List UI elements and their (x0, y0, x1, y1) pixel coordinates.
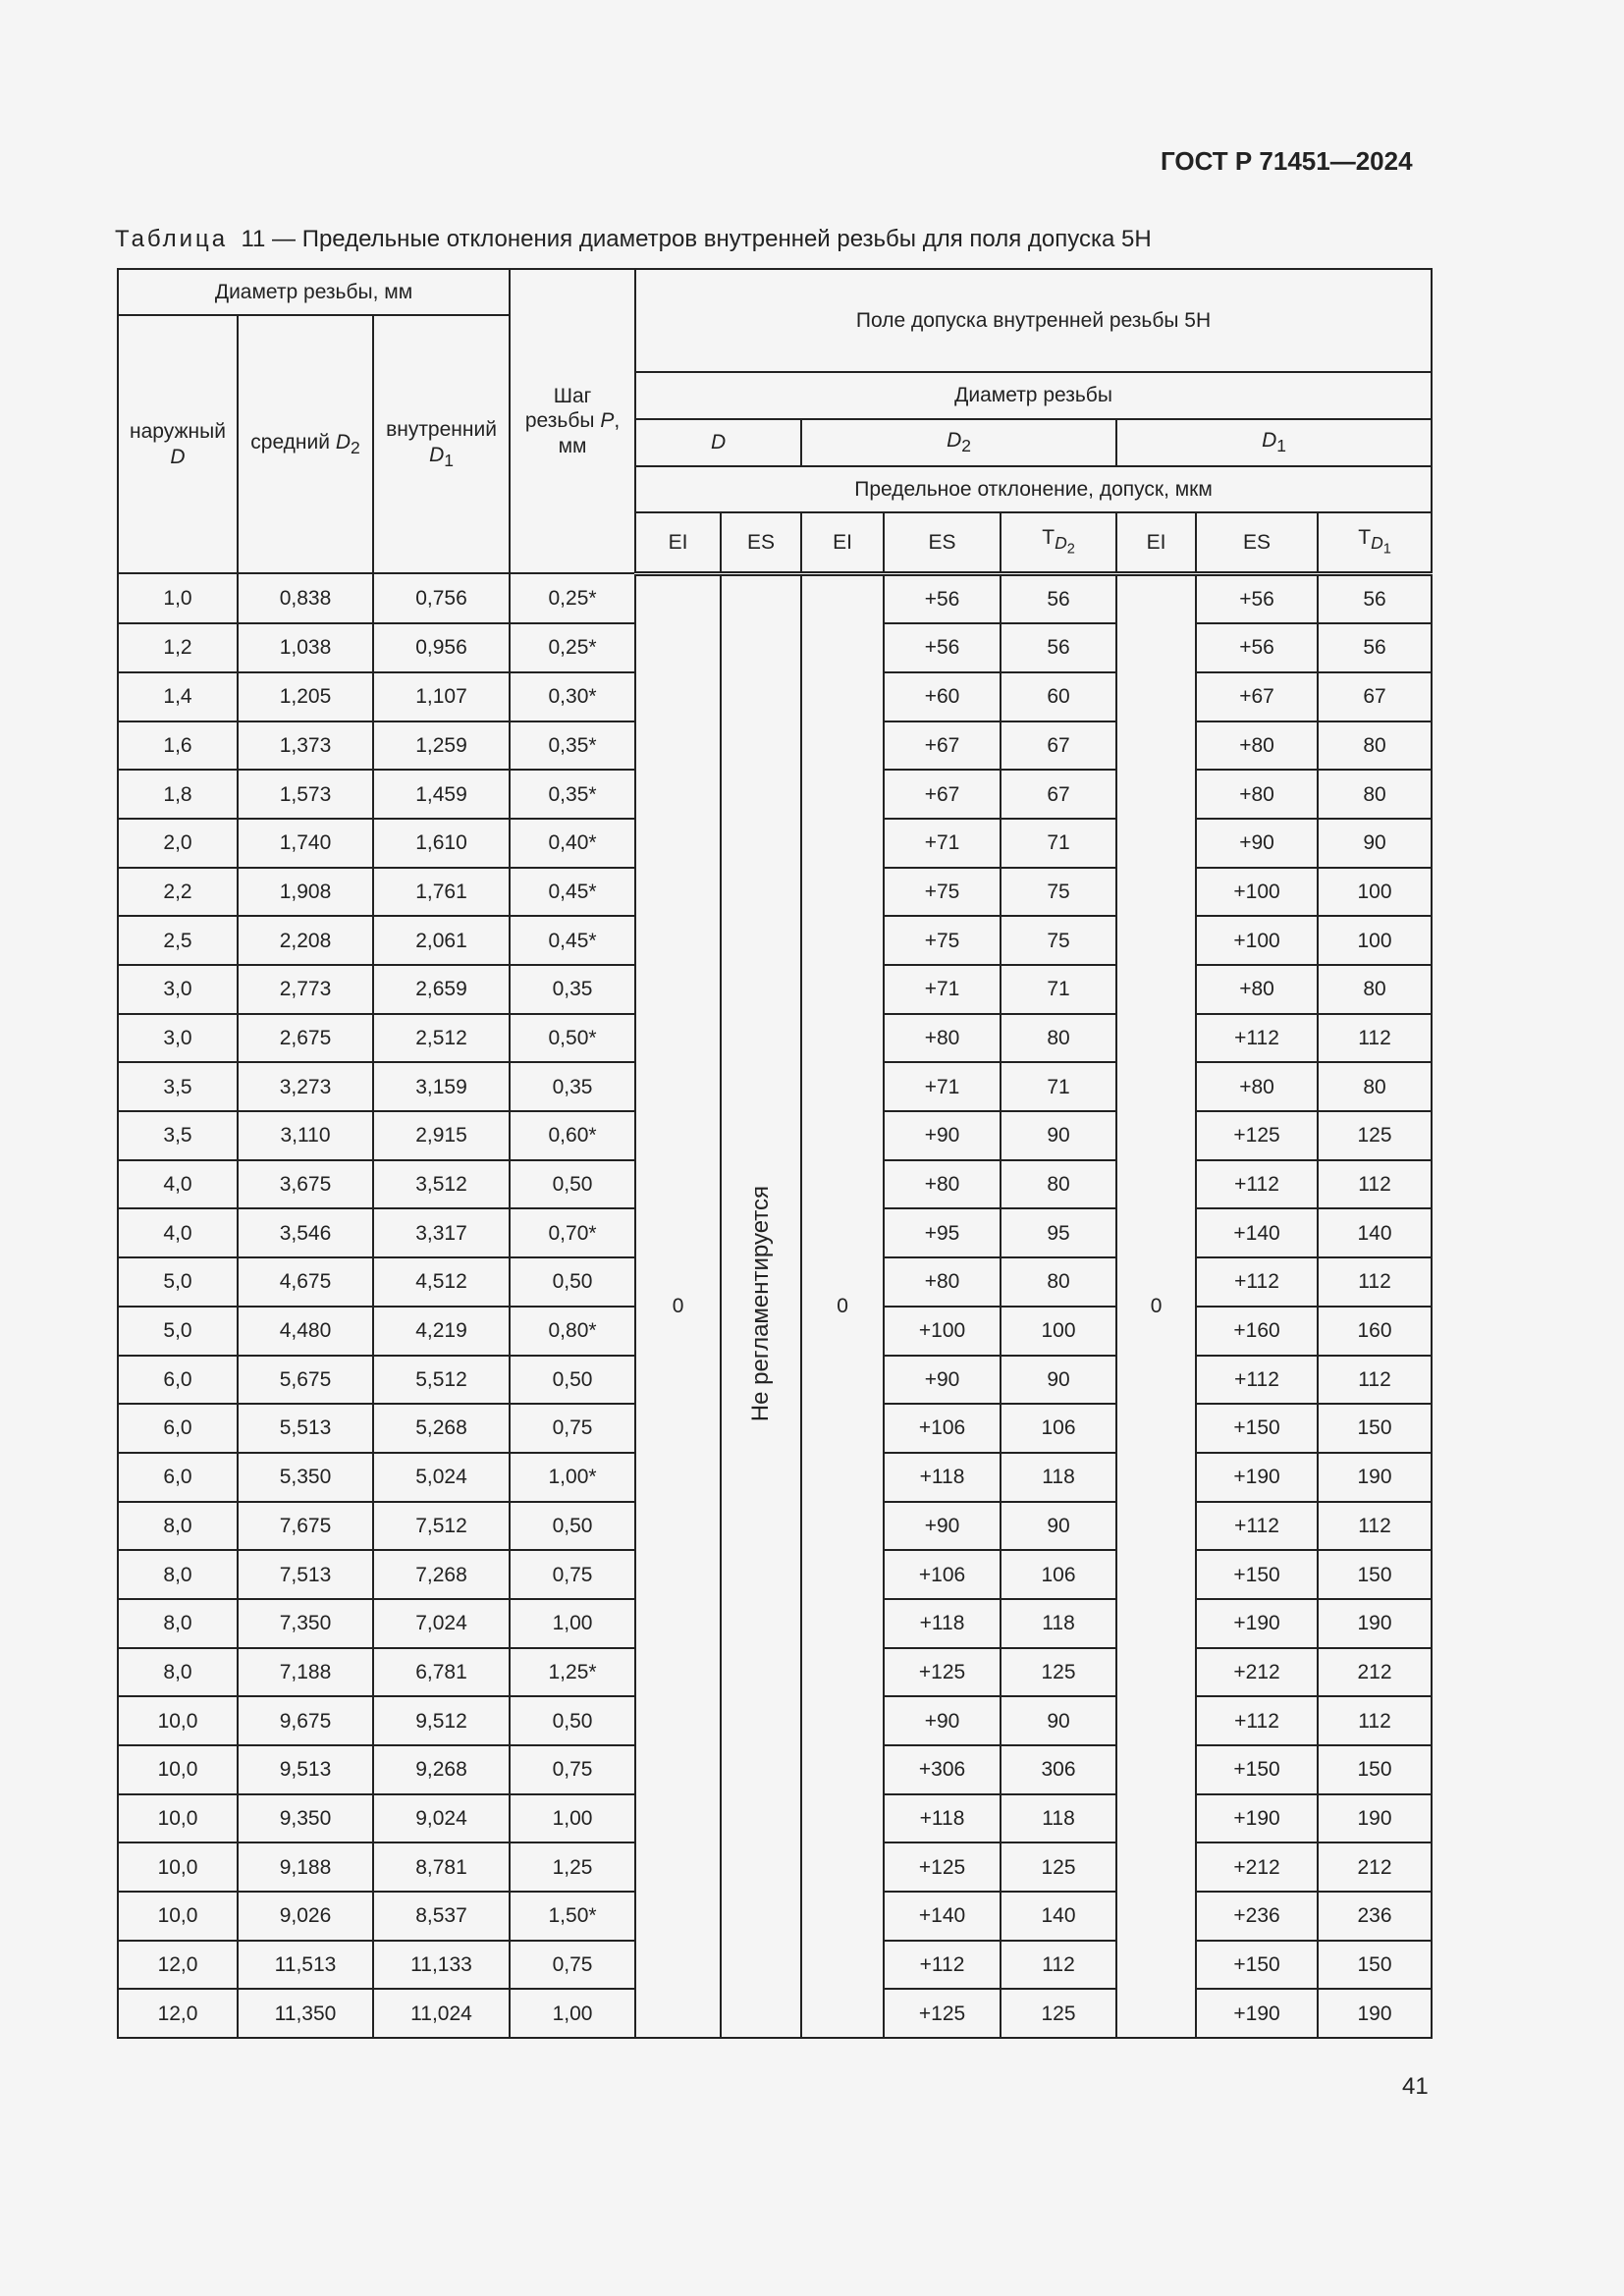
cell-outer-diameter: 10,0 (118, 1745, 238, 1794)
cell-td1: 80 (1318, 965, 1432, 1014)
cell-mid-diameter: 1,740 (238, 819, 373, 868)
cell-mid-diameter: 3,546 (238, 1208, 373, 1257)
cell-td1: 80 (1318, 770, 1432, 819)
header-inner-sub: 1 (444, 450, 454, 470)
page-number: 41 (1402, 2073, 1429, 2100)
header-tolerance-field: Поле допуска внутренней резьбы 5H (635, 269, 1432, 372)
cell-d2-es: +90 (884, 1356, 1001, 1405)
cell-inner-diameter: 3,159 (373, 1062, 510, 1111)
cell-d1-es: +112 (1196, 1502, 1318, 1551)
cell-outer-diameter: 6,0 (118, 1404, 238, 1453)
header-d-es: ES (721, 512, 801, 573)
cell-td2: 118 (1001, 1453, 1116, 1502)
cell-td1: 190 (1318, 1989, 1432, 2038)
cell-d2-es: +90 (884, 1696, 1001, 1745)
cell-td2: 90 (1001, 1696, 1116, 1745)
cell-pitch: 0,80* (510, 1307, 635, 1356)
header-d2 (801, 419, 1116, 466)
cell-outer-diameter: 2,2 (118, 868, 238, 917)
cell-d2-es: +118 (884, 1453, 1001, 1502)
cell-d1-es: +236 (1196, 1892, 1318, 1941)
cell-d1-es: +212 (1196, 1842, 1318, 1892)
header-d1 (1116, 419, 1432, 466)
cell-d2-es: +106 (884, 1550, 1001, 1599)
cell-outer-diameter: 6,0 (118, 1356, 238, 1405)
header-d2-es: ES (884, 512, 1001, 573)
cell-d2-es: +106 (884, 1404, 1001, 1453)
header-d1-ei: EI (1116, 512, 1196, 573)
cell-inner-diameter: 1,259 (373, 721, 510, 771)
cell-pitch: 0,75 (510, 1550, 635, 1599)
cell-td2: 118 (1001, 1599, 1116, 1648)
cell-d2-es: +56 (884, 623, 1001, 672)
cell-d2-es: +75 (884, 868, 1001, 917)
cell-mid-diameter: 7,675 (238, 1502, 373, 1551)
cell-mid-diameter: 9,513 (238, 1745, 373, 1794)
cell-mid-diameter: 4,675 (238, 1257, 373, 1307)
cell-d2-es: +75 (884, 916, 1001, 965)
cell-pitch: 1,25 (510, 1842, 635, 1892)
cell-inner-diameter: 1,761 (373, 868, 510, 917)
header-thread-diameter: Диаметр резьбы (635, 372, 1432, 419)
cell-mid-diameter: 1,038 (238, 623, 373, 672)
header-td2 (1001, 512, 1116, 573)
cell-d2-es: +56 (884, 573, 1001, 623)
cell-d2-es: +306 (884, 1745, 1001, 1794)
cell-pitch: 0,35 (510, 965, 635, 1014)
cell-td2: 106 (1001, 1550, 1116, 1599)
header-td2-symbol: T (1042, 526, 1056, 550)
cell-mid-diameter: 1,573 (238, 770, 373, 819)
cell-d1-es: +190 (1196, 1989, 1318, 2038)
cell-d2-es: +71 (884, 819, 1001, 868)
cell-d2-ei-merged: 0 (801, 573, 884, 2038)
cell-d2-es: +67 (884, 770, 1001, 819)
cell-td1: 67 (1318, 672, 1432, 721)
header-td1 (1318, 512, 1432, 573)
cell-mid-diameter: 3,675 (238, 1160, 373, 1209)
cell-inner-diameter: 2,659 (373, 965, 510, 1014)
cell-td1: 150 (1318, 1550, 1432, 1599)
cell-d1-es: +125 (1196, 1111, 1318, 1160)
cell-td2: 56 (1001, 623, 1116, 672)
cell-d2-es: +112 (884, 1941, 1001, 1990)
cell-d2-es: +80 (884, 1014, 1001, 1063)
cell-d2-es: +90 (884, 1502, 1001, 1551)
cell-td2: 125 (1001, 1648, 1116, 1697)
cell-td1: 212 (1318, 1648, 1432, 1697)
cell-outer-diameter: 8,0 (118, 1502, 238, 1551)
cell-inner-diameter: 9,024 (373, 1794, 510, 1843)
cell-d1-es: +80 (1196, 1062, 1318, 1111)
table-caption (115, 226, 1152, 253)
cell-pitch: 0,35* (510, 721, 635, 771)
cell-d-ei-merged: 0 (635, 573, 721, 2038)
cell-td2: 100 (1001, 1307, 1116, 1356)
cell-d1-es: +150 (1196, 1745, 1318, 1794)
cell-outer-diameter: 3,0 (118, 1014, 238, 1063)
cell-pitch: 0,75 (510, 1404, 635, 1453)
caption-label: Таблица (115, 226, 229, 252)
cell-inner-diameter: 1,107 (373, 672, 510, 721)
cell-mid-diameter: 7,188 (238, 1648, 373, 1697)
cell-outer-diameter: 5,0 (118, 1307, 238, 1356)
cell-td1: 150 (1318, 1745, 1432, 1794)
cell-outer-diameter: 8,0 (118, 1599, 238, 1648)
cell-outer-diameter: 1,0 (118, 573, 238, 623)
cell-td1: 100 (1318, 916, 1432, 965)
cell-td2: 80 (1001, 1257, 1116, 1307)
cell-mid-diameter: 9,350 (238, 1794, 373, 1843)
cell-outer-diameter: 8,0 (118, 1550, 238, 1599)
cell-td2: 56 (1001, 573, 1116, 623)
cell-outer-diameter: 10,0 (118, 1794, 238, 1843)
cell-pitch: 1,00 (510, 1794, 635, 1843)
header-pitch-line2: резьбы (524, 409, 595, 433)
header-outer-label: наружный (130, 420, 226, 444)
header-td2-d: D (1055, 533, 1067, 554)
cell-d1-es: +56 (1196, 573, 1318, 623)
cell-pitch: 0,50* (510, 1014, 635, 1063)
header-mid (238, 315, 373, 573)
header-diameter-group: Диаметр резьбы, мм (118, 269, 510, 315)
cell-mid-diameter: 1,908 (238, 868, 373, 917)
cell-d1-es: +112 (1196, 1014, 1318, 1063)
cell-pitch: 0,50 (510, 1356, 635, 1405)
cell-outer-diameter: 5,0 (118, 1257, 238, 1307)
cell-pitch: 0,25* (510, 623, 635, 672)
cell-d2-es: +118 (884, 1599, 1001, 1648)
cell-inner-diameter: 8,781 (373, 1842, 510, 1892)
document-code: ГОСТ Р 71451—2024 (1161, 146, 1413, 176)
cell-outer-diameter: 1,6 (118, 721, 238, 771)
header-mid-sub: 2 (351, 438, 360, 458)
cell-outer-diameter: 12,0 (118, 1989, 238, 2038)
cell-d1-es: +112 (1196, 1356, 1318, 1405)
cell-mid-diameter: 11,513 (238, 1941, 373, 1990)
cell-outer-diameter: 8,0 (118, 1648, 238, 1697)
cell-outer-diameter: 10,0 (118, 1696, 238, 1745)
cell-d1-es: +90 (1196, 819, 1318, 868)
caption-text: 11 — Предельные отклонения диаметров внутренней резьбы для поля допуска 5H (241, 226, 1152, 252)
table-row (118, 573, 1432, 623)
cell-td2: 67 (1001, 721, 1116, 771)
cell-pitch: 0,25* (510, 573, 635, 623)
cell-td1: 80 (1318, 721, 1432, 771)
cell-mid-diameter: 2,773 (238, 965, 373, 1014)
cell-td1: 56 (1318, 623, 1432, 672)
cell-inner-diameter: 4,512 (373, 1257, 510, 1307)
cell-d1-es: +150 (1196, 1941, 1318, 1990)
header-d2-symbol: D (947, 429, 962, 453)
cell-d1-es: +160 (1196, 1307, 1318, 1356)
header-mid-label: средний (250, 430, 330, 454)
cell-inner-diameter: 2,061 (373, 916, 510, 965)
cell-outer-diameter: 2,0 (118, 819, 238, 868)
cell-inner-diameter: 7,268 (373, 1550, 510, 1599)
table-body (118, 573, 1432, 2038)
cell-pitch: 1,00 (510, 1989, 635, 2038)
cell-inner-diameter: 2,915 (373, 1111, 510, 1160)
cell-pitch: 0,45* (510, 868, 635, 917)
cell-d2-es: +125 (884, 1842, 1001, 1892)
cell-td1: 100 (1318, 868, 1432, 917)
cell-inner-diameter: 5,268 (373, 1404, 510, 1453)
cell-d1-es: +80 (1196, 721, 1318, 771)
cell-pitch: 0,70* (510, 1208, 635, 1257)
cell-td1: 112 (1318, 1356, 1432, 1405)
cell-pitch: 0,50 (510, 1257, 635, 1307)
cell-td2: 71 (1001, 1062, 1116, 1111)
cell-inner-diameter: 1,459 (373, 770, 510, 819)
cell-td1: 112 (1318, 1160, 1432, 1209)
cell-td2: 75 (1001, 916, 1116, 965)
cell-d2-es: +71 (884, 1062, 1001, 1111)
header-outer-symbol: D (170, 445, 186, 468)
cell-d2-es: +140 (884, 1892, 1001, 1941)
cell-mid-diameter: 1,373 (238, 721, 373, 771)
cell-mid-diameter: 11,350 (238, 1989, 373, 2038)
cell-td1: 212 (1318, 1842, 1432, 1892)
cell-inner-diameter: 6,781 (373, 1648, 510, 1697)
cell-td1: 125 (1318, 1111, 1432, 1160)
cell-inner-diameter: 7,512 (373, 1502, 510, 1551)
cell-d2-es: +100 (884, 1307, 1001, 1356)
cell-td1: 112 (1318, 1502, 1432, 1551)
cell-d1-ei-merged: 0 (1116, 573, 1196, 2038)
header-pitch-line1: Шаг (553, 385, 592, 408)
cell-pitch: 0,35 (510, 1062, 635, 1111)
cell-mid-diameter: 9,188 (238, 1842, 373, 1892)
cell-d1-es: +56 (1196, 623, 1318, 672)
cell-d1-es: +112 (1196, 1257, 1318, 1307)
cell-pitch: 0,50 (510, 1696, 635, 1745)
cell-pitch: 1,00* (510, 1453, 635, 1502)
cell-td1: 112 (1318, 1014, 1432, 1063)
cell-td1: 190 (1318, 1794, 1432, 1843)
cell-td2: 60 (1001, 672, 1116, 721)
tolerance-table (117, 268, 1433, 2039)
cell-td2: 118 (1001, 1794, 1116, 1843)
cell-mid-diameter: 2,675 (238, 1014, 373, 1063)
cell-inner-diameter: 4,219 (373, 1307, 510, 1356)
cell-d1-es: +100 (1196, 916, 1318, 965)
cell-pitch: 0,50 (510, 1502, 635, 1551)
header-d2-ei: EI (801, 512, 884, 573)
cell-outer-diameter: 1,4 (118, 672, 238, 721)
cell-d-es-merged (721, 573, 801, 2038)
cell-inner-diameter: 0,956 (373, 623, 510, 672)
header-td1-d: D (1371, 533, 1383, 554)
cell-d1-es: +190 (1196, 1453, 1318, 1502)
cell-outer-diameter: 1,2 (118, 623, 238, 672)
header-pitch-line3: мм (558, 434, 587, 457)
cell-inner-diameter: 8,537 (373, 1892, 510, 1941)
cell-mid-diameter: 0,838 (238, 573, 373, 623)
header-d2-sub: 2 (961, 436, 971, 456)
cell-pitch: 1,25* (510, 1648, 635, 1697)
cell-d2-es: +118 (884, 1794, 1001, 1843)
cell-td1: 56 (1318, 573, 1432, 623)
cell-inner-diameter: 11,024 (373, 1989, 510, 2038)
table-header (118, 269, 1432, 573)
cell-mid-diameter: 1,205 (238, 672, 373, 721)
cell-mid-diameter: 2,208 (238, 916, 373, 965)
cell-d2-es: +95 (884, 1208, 1001, 1257)
cell-td2: 90 (1001, 1356, 1116, 1405)
header-d1-symbol: D (1262, 429, 1277, 453)
cell-td2: 106 (1001, 1404, 1116, 1453)
cell-d1-es: +190 (1196, 1599, 1318, 1648)
header-pitch-symbol: P (600, 409, 615, 433)
header-inner-symbol: D (429, 443, 445, 466)
cell-inner-diameter: 0,756 (373, 573, 510, 623)
header-td1-symbol: T (1358, 526, 1372, 550)
cell-outer-diameter: 2,5 (118, 916, 238, 965)
cell-inner-diameter: 2,512 (373, 1014, 510, 1063)
cell-inner-diameter: 9,512 (373, 1696, 510, 1745)
cell-pitch: 0,75 (510, 1941, 635, 1990)
cell-outer-diameter: 3,5 (118, 1111, 238, 1160)
cell-outer-diameter: 6,0 (118, 1453, 238, 1502)
header-inner (373, 315, 510, 573)
cell-td1: 160 (1318, 1307, 1432, 1356)
cell-td2: 95 (1001, 1208, 1116, 1257)
cell-td2: 80 (1001, 1160, 1116, 1209)
cell-outer-diameter: 3,5 (118, 1062, 238, 1111)
cell-inner-diameter: 3,317 (373, 1208, 510, 1257)
cell-mid-diameter: 3,273 (238, 1062, 373, 1111)
cell-mid-diameter: 7,513 (238, 1550, 373, 1599)
cell-pitch: 0,30* (510, 672, 635, 721)
cell-d1-es: +190 (1196, 1794, 1318, 1843)
cell-outer-diameter: 10,0 (118, 1892, 238, 1941)
cell-d1-es: +150 (1196, 1404, 1318, 1453)
cell-d2-es: +67 (884, 721, 1001, 771)
header-pitch: Шаг резьбы P, мм (510, 269, 635, 573)
cell-pitch: 0,60* (510, 1111, 635, 1160)
cell-pitch: 1,00 (510, 1599, 635, 1648)
cell-inner-diameter: 3,512 (373, 1160, 510, 1209)
header-d1-es: ES (1196, 512, 1318, 573)
cell-mid-diameter: 4,480 (238, 1307, 373, 1356)
cell-pitch: 0,50 (510, 1160, 635, 1209)
cell-d2-es: +125 (884, 1989, 1001, 2038)
cell-td1: 150 (1318, 1941, 1432, 1990)
cell-outer-diameter: 4,0 (118, 1160, 238, 1209)
cell-td1: 90 (1318, 819, 1432, 868)
cell-d2-es: +60 (884, 672, 1001, 721)
cell-pitch: 0,75 (510, 1745, 635, 1794)
cell-td2: 125 (1001, 1842, 1116, 1892)
not-regulated-label: Не регламентируется (746, 1185, 774, 1421)
cell-td2: 67 (1001, 770, 1116, 819)
cell-mid-diameter: 5,350 (238, 1453, 373, 1502)
header-td2-sub: 2 (1066, 541, 1075, 558)
cell-td1: 112 (1318, 1257, 1432, 1307)
cell-d1-es: +212 (1196, 1648, 1318, 1697)
cell-td1: 190 (1318, 1453, 1432, 1502)
cell-td1: 140 (1318, 1208, 1432, 1257)
cell-d1-es: +80 (1196, 965, 1318, 1014)
cell-td1: 112 (1318, 1696, 1432, 1745)
cell-inner-diameter: 7,024 (373, 1599, 510, 1648)
cell-td2: 75 (1001, 868, 1116, 917)
cell-mid-diameter: 9,675 (238, 1696, 373, 1745)
header-limit-deviation: Предельное отклонение, допуск, мкм (635, 466, 1432, 512)
cell-pitch: 0,40* (510, 819, 635, 868)
cell-td2: 112 (1001, 1941, 1116, 1990)
header-mid-symbol: D (335, 430, 351, 454)
cell-d1-es: +100 (1196, 868, 1318, 917)
cell-outer-diameter: 3,0 (118, 965, 238, 1014)
cell-td2: 125 (1001, 1989, 1116, 2038)
cell-td1: 190 (1318, 1599, 1432, 1648)
cell-d1-es: +80 (1196, 770, 1318, 819)
cell-outer-diameter: 1,8 (118, 770, 238, 819)
cell-pitch: 0,45* (510, 916, 635, 965)
cell-td2: 71 (1001, 819, 1116, 868)
cell-outer-diameter: 10,0 (118, 1842, 238, 1892)
cell-outer-diameter: 4,0 (118, 1208, 238, 1257)
cell-d2-es: +90 (884, 1111, 1001, 1160)
cell-td1: 80 (1318, 1062, 1432, 1111)
cell-mid-diameter: 5,675 (238, 1356, 373, 1405)
header-inner-label: внутренний (386, 418, 497, 442)
cell-td2: 90 (1001, 1111, 1116, 1160)
cell-inner-diameter: 11,133 (373, 1941, 510, 1990)
cell-td2: 71 (1001, 965, 1116, 1014)
cell-td2: 306 (1001, 1745, 1116, 1794)
header-d (635, 419, 801, 466)
cell-d1-es: +140 (1196, 1208, 1318, 1257)
header-td1-sub: 1 (1382, 541, 1391, 558)
header-d-ei: EI (635, 512, 721, 573)
cell-pitch: 0,35* (510, 770, 635, 819)
cell-td1: 150 (1318, 1404, 1432, 1453)
cell-d1-es: +67 (1196, 672, 1318, 721)
cell-inner-diameter: 5,512 (373, 1356, 510, 1405)
cell-inner-diameter: 1,610 (373, 819, 510, 868)
cell-inner-diameter: 9,268 (373, 1745, 510, 1794)
cell-mid-diameter: 5,513 (238, 1404, 373, 1453)
cell-d2-es: +125 (884, 1648, 1001, 1697)
cell-inner-diameter: 5,024 (373, 1453, 510, 1502)
header-d-symbol: D (710, 431, 727, 454)
cell-td1: 236 (1318, 1892, 1432, 1941)
header-d1-sub: 1 (1276, 436, 1286, 456)
cell-td2: 140 (1001, 1892, 1116, 1941)
cell-pitch: 1,50* (510, 1892, 635, 1941)
cell-td2: 80 (1001, 1014, 1116, 1063)
cell-d1-es: +150 (1196, 1550, 1318, 1599)
cell-d1-es: +112 (1196, 1160, 1318, 1209)
cell-d2-es: +80 (884, 1160, 1001, 1209)
cell-mid-diameter: 7,350 (238, 1599, 373, 1648)
cell-d1-es: +112 (1196, 1696, 1318, 1745)
cell-td2: 90 (1001, 1502, 1116, 1551)
cell-mid-diameter: 9,026 (238, 1892, 373, 1941)
cell-mid-diameter: 3,110 (238, 1111, 373, 1160)
cell-outer-diameter: 12,0 (118, 1941, 238, 1990)
cell-d2-es: +80 (884, 1257, 1001, 1307)
header-outer (118, 315, 238, 573)
cell-d2-es: +71 (884, 965, 1001, 1014)
